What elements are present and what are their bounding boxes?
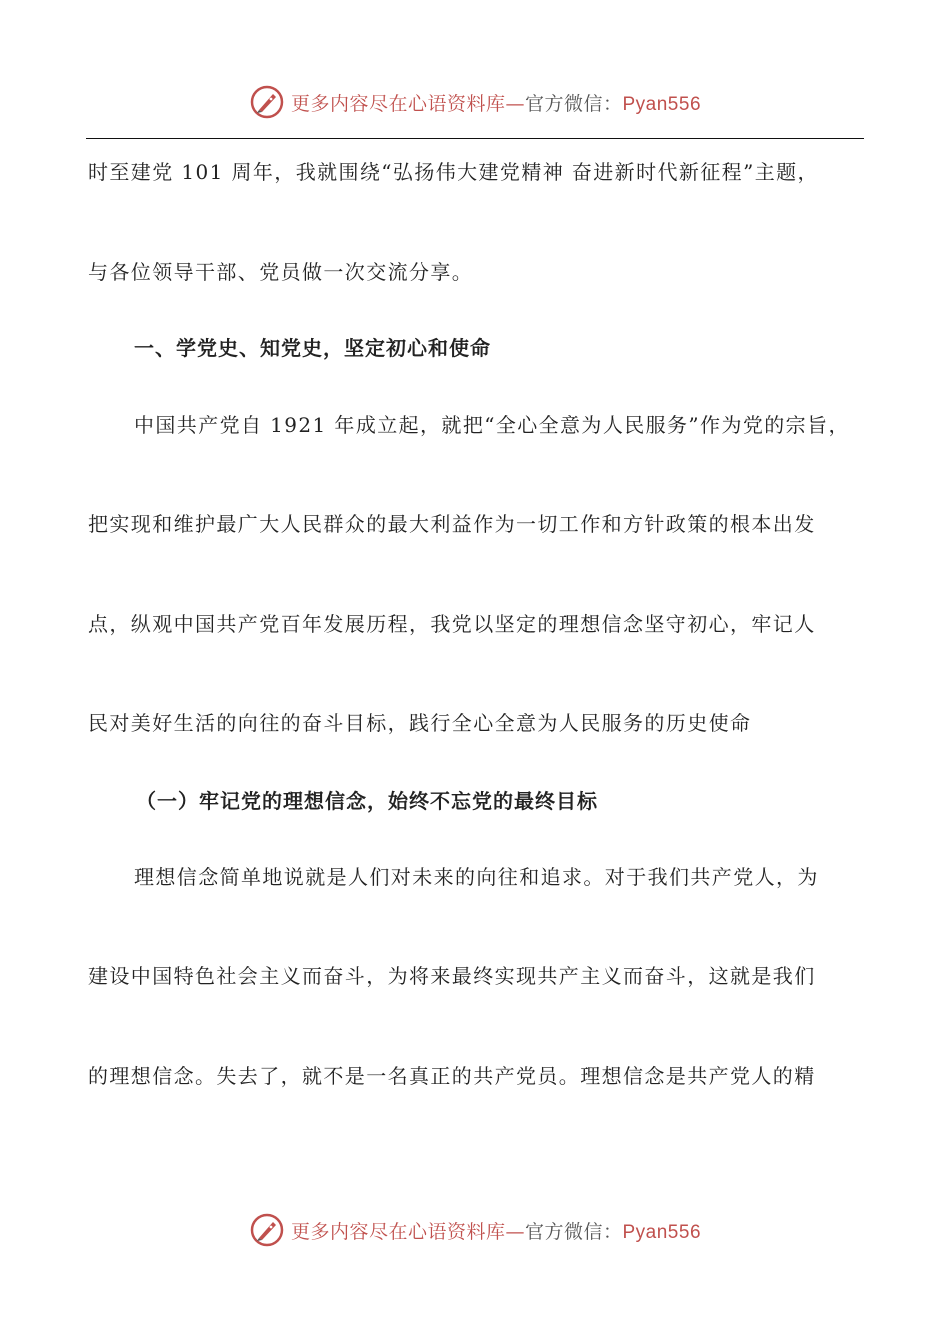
section-heading: 一、学党史、知党史，坚定初心和使命	[134, 336, 491, 360]
paragraph-line: 把实现和维护最广大人民群众的最大利益作为一切工作和方针政策的根本出发	[88, 512, 816, 536]
paragraph-line: 理想信念简单地说就是人们对未来的向往和追求。对于我们共产党人，为	[134, 865, 819, 889]
watermark-wechat-label: 官方微信：	[524, 92, 623, 115]
paragraph-line: 时至建党 101 周年，我就围绕“弘扬伟大建党精神 奋进新时代新征程”主题，	[88, 160, 819, 184]
paragraph-line: 中国共产党自 1921 年成立起，就把“全心全意为人民服务”作为党的宗旨，	[134, 413, 850, 437]
watermark-separator: —	[505, 92, 525, 115]
paragraph-line: 与各位领导干部、党员做一次交流分享。	[88, 260, 474, 284]
paragraph-line: 建设中国特色社会主义而奋斗，为将来最终实现共产主义而奋斗，这就是我们	[88, 964, 816, 988]
subsection-heading: （一）牢记党的理想信念，始终不忘党的最终目标	[136, 789, 598, 813]
paragraph-line: 民对美好生活的向往的奋斗目标，践行全心全意为人民服务的历史使命	[88, 711, 752, 735]
watermark-site: 更多内容尽在心语资料库	[290, 92, 506, 115]
watermark-wechat-label: 官方微信：	[524, 1220, 623, 1243]
pen-nib-icon	[249, 1212, 285, 1248]
paragraph-line: 点，纵观中国共产党百年发展历程，我党以坚定的理想信念坚守初心，牢记人	[88, 612, 816, 636]
paragraph-line: 的理想信念。失去了，就不是一名真正的共产党员。理想信念是共产党人的精	[88, 1064, 816, 1088]
watermark-site: 更多内容尽在心语资料库	[290, 1220, 506, 1243]
watermark-wechat-id: Pyan556	[622, 1221, 702, 1243]
watermark-text	[291, 1217, 701, 1244]
watermark-separator: —	[505, 1220, 525, 1243]
watermark-wechat-id: Pyan556	[622, 93, 702, 115]
footer-watermark	[0, 1210, 950, 1250]
